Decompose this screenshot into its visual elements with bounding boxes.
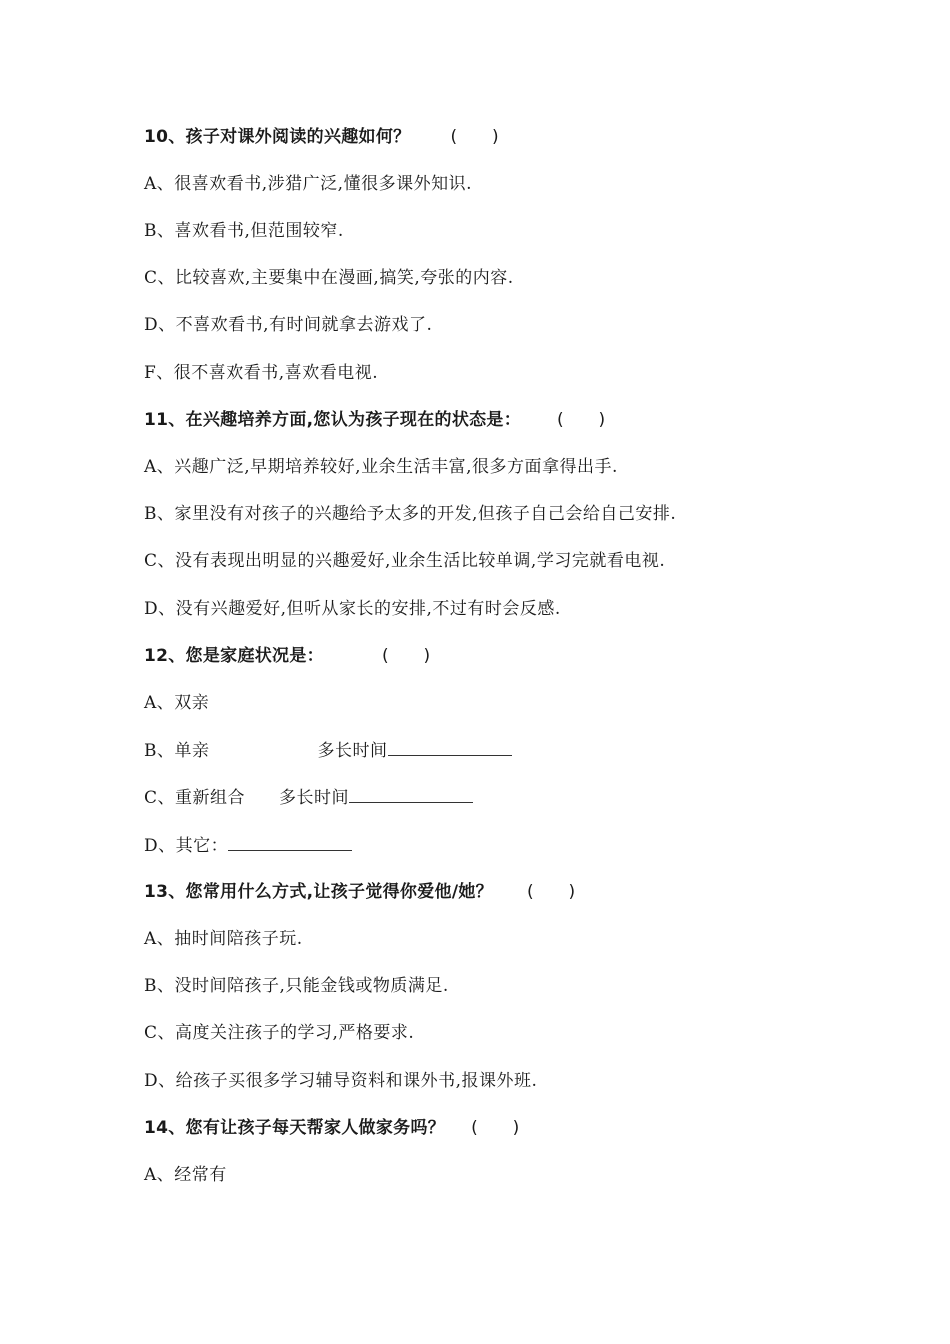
option-13-a: A、抽时间陪孩子玩. [144, 929, 303, 949]
option-12-d-label: D、其它： [144, 836, 229, 856]
duration-label: 多长时间 [317, 741, 388, 761]
option-12-c [144, 784, 473, 810]
option-11-b: B、家里没有对孩子的兴趣给予太多的开发,但孩子自己会给自己安排. [144, 504, 677, 524]
answer-paren: ( ) [471, 1118, 520, 1138]
option-10-d: D、不喜欢看书,有时间就拿去游戏了. [144, 315, 433, 335]
option-12-b-label: B、单亲 [144, 741, 210, 761]
option-11-d: D、没有兴趣爱好,但听从家长的安排,不过有时会反感. [144, 599, 561, 619]
option-12-a: A、双亲 [144, 693, 210, 713]
option-14-a: A、经常有 [144, 1165, 227, 1185]
question-14-title: 14、您有让孩子每天帮家人做家务吗？ [144, 1118, 446, 1138]
duration-blank[interactable] [349, 784, 473, 803]
option-13-c: C、高度关注孩子的学习,严格要求. [144, 1023, 415, 1043]
question-11 [144, 407, 605, 433]
question-11-title: 11、在兴趣培养方面,您认为孩子现在的状态是： [144, 410, 522, 430]
option-11-c: C、没有表现出明显的兴趣爱好,业余生活比较单调,学习完就看电视. [144, 551, 666, 571]
answer-paren: ( ) [526, 882, 576, 902]
option-10-c: C、比较喜欢,主要集中在漫画,搞笑,夸张的内容. [144, 268, 514, 288]
question-13 [144, 879, 575, 905]
other-blank[interactable] [228, 832, 352, 851]
question-14 [144, 1115, 520, 1141]
question-10-title: 10、孩子对课外阅读的兴趣如何？ [144, 127, 411, 147]
question-10 [144, 124, 499, 150]
answer-paren: ( ) [450, 127, 499, 147]
answer-paren: ( ) [381, 646, 431, 666]
option-10-f: F、很不喜欢看书,喜欢看电视. [144, 363, 379, 383]
option-13-d: D、给孩子买很多学习辅导资料和课外书,报课外班. [144, 1071, 538, 1091]
question-12 [144, 643, 430, 669]
question-13-title: 13、您常用什么方式,让孩子觉得你爱他/她？ [144, 882, 493, 902]
option-11-a: A、兴趣广泛,早期培养较好,业余生活丰富,很多方面拿得出手. [144, 457, 618, 477]
question-12-title: 12、您是家庭状况是： [144, 646, 324, 666]
option-10-a: A、很喜欢看书,涉猎广泛,懂很多课外知识. [144, 174, 472, 194]
duration-label: 多长时间 [279, 788, 350, 808]
option-12-c-label: C、重新组合 [144, 788, 246, 808]
option-12-d [144, 832, 352, 858]
option-12-b [144, 737, 512, 763]
option-10-b: B、喜欢看书,但范围较窄. [144, 221, 344, 241]
duration-blank[interactable] [388, 737, 512, 756]
option-13-b: B、没时间陪孩子,只能金钱或物质满足. [144, 976, 449, 996]
answer-paren: ( ) [557, 410, 606, 430]
